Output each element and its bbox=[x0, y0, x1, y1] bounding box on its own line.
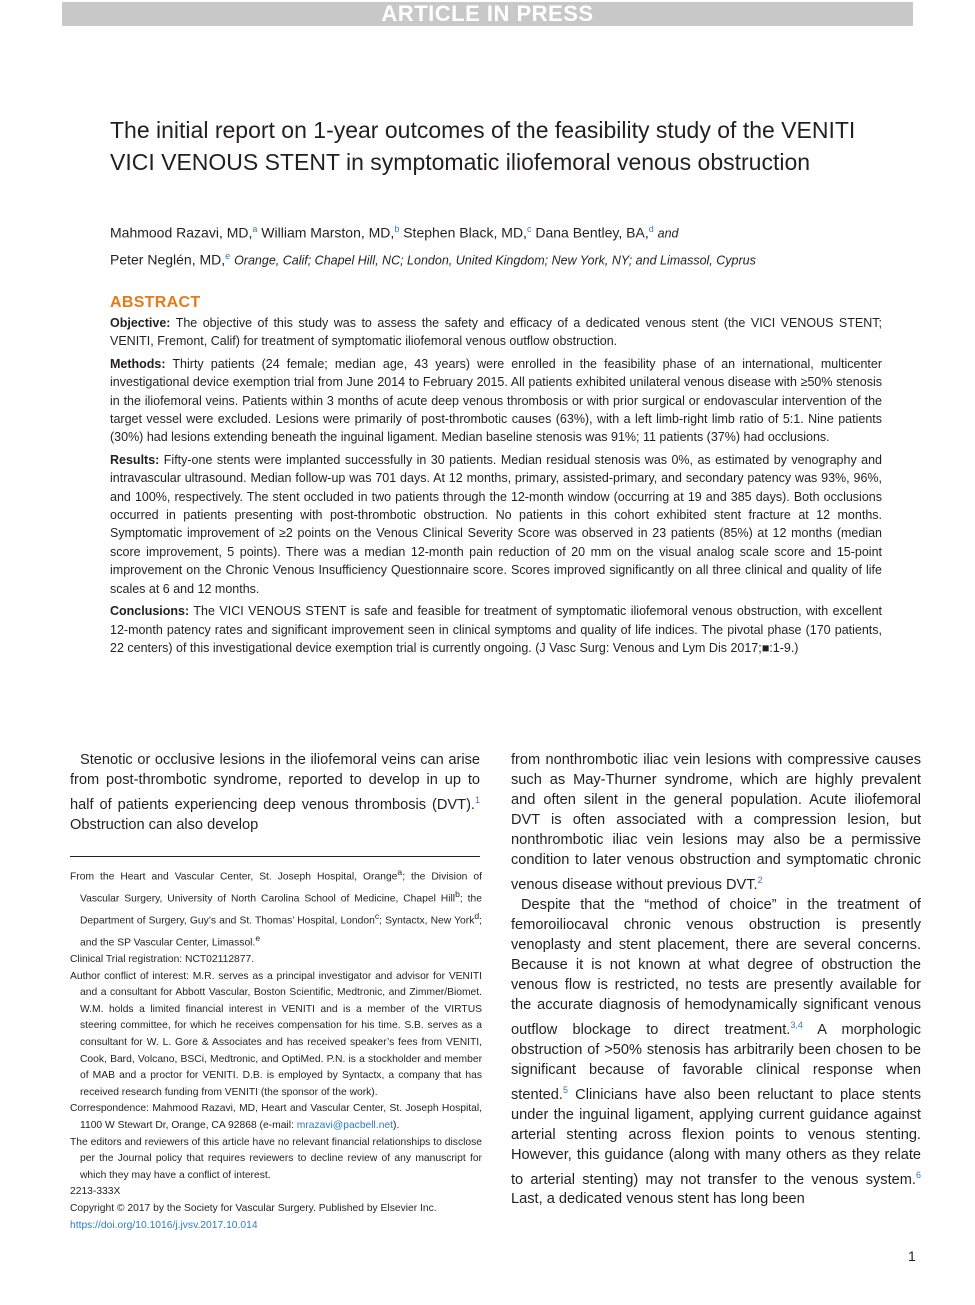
affiliation-marker: d bbox=[474, 911, 480, 922]
affiliation-marker: b bbox=[455, 889, 460, 900]
abstract-heading: ABSTRACT bbox=[110, 294, 201, 311]
body-paragraph bbox=[70, 750, 480, 835]
affiliation-marker: e bbox=[255, 933, 261, 944]
body-left-column bbox=[70, 750, 480, 835]
citation-link[interactable]: 3,4 bbox=[790, 1019, 803, 1030]
paragraph-text: Despite that the “method of choice” in the treatment of femoroiliocaval chronic venous obstruction is presently venoplasty and stent placement, there are several concerns. Because it is not known at what degree of obstruction the venous flow is restricted, no tests are presently available for the accurate diagnosis of hemodynamically significant venous outflow blockage to direct treatment. bbox=[511, 896, 921, 1038]
results-text: Fifty-one stents were implanted successfully in 30 patients. Median residual stenosis was 0%, as estimated by venography and intravascular ultrasound. Median follow-up was 701 days. At 12 months, primary, assisted-primary, and secondary patency was 93%, 96%, and 100%, respectively. The stent occluded in two patients through the 12-month window (occurring at 19 and 385 days). Both occlusions occurred in patients presenting with post-thrombotic obstruction. No patients in this cohort exhibited stent fracture at 12 months. Symptomatic improvement of ≥2 points on the Venous Clinical Severity Score was observed in 23 patients (85%) at 12 months (median score improvement, 5 points). There was a median 12-month pain reduction of 20 mm on the visual analog scale score and 15-point improvement on the Chronic Venous Insufficiency Questionnaire score. Scores improved significantly on all three clinical and quality of life scales at 6 and 12 months. bbox=[110, 452, 882, 596]
doi-link[interactable]: https://doi.org/10.1016/j.jvsv.2017.10.014 bbox=[70, 1219, 258, 1231]
paragraph-text: A morphologic obstruction of >50% stenosis has arbitrarily been chosen to be significant because of favorable clinical response when stented. bbox=[511, 1021, 921, 1103]
methods-text: Thirty patients (24 female; median age, 43 years) were enrolled in the feasibility phase of an international, multicenter investigational device exemption trial from June 2014 to February 2015. All patients exhibited unilateral venous disease with ≥50% stenosis in the iliofemoral veins. Patients within 3 months of acute deep venous thrombosis or with prior surgical or endovascular intervention of the target vessel were excluded. Lesions were primarily of post-thrombotic causes (63%), with a left limb-right limb ratio of 5:1. Nine patients (30%) had lesions extending beneath the inguinal ligament. Median baseline stenosis was 91%; 11 patients (37%) had occlusions. bbox=[110, 356, 882, 445]
footnotes-section bbox=[70, 864, 482, 1234]
methods-label: Methods: bbox=[110, 356, 166, 371]
abstract-results bbox=[110, 451, 882, 598]
affiliation-marker[interactable]: d bbox=[648, 224, 654, 234]
affiliation-marker: a bbox=[397, 867, 403, 877]
body-paragraph bbox=[511, 750, 921, 895]
author-name: William Marston, MD, bbox=[261, 224, 395, 241]
paragraph-text: Last, a dedicated venous stent has long been bbox=[511, 1191, 805, 1208]
author-name: Stephen Black, MD, bbox=[403, 224, 527, 241]
citation-link[interactable]: 5 bbox=[562, 1084, 568, 1095]
copyright: Copyright © 2017 by the Society for Vascular Surgery. Published by Elsevier Inc. bbox=[70, 1202, 437, 1214]
body-paragraph bbox=[511, 895, 921, 1210]
citation-link[interactable]: 2 bbox=[757, 875, 763, 885]
correspondence-text: ). bbox=[393, 1120, 400, 1131]
author-locations: Orange, Calif; Chapel Hill, NC; London, United Kingdom; New York, NY; and Limassol, Cyprus bbox=[234, 253, 756, 268]
paragraph-text: from nonthrombotic iliac vein lesions with compressive causes such as May-Thurner syndrome, which are highly prevalent and often silent in the general population. Acute iliofemoral DVT is often associated with a compression lesion, but nonthrombotic iliac vein lesions may also be a permissive condition to later venous obstruction and symptomatic chronic venous disease without previous DVT. bbox=[511, 752, 921, 893]
citation-link[interactable]: 6 bbox=[915, 1169, 921, 1180]
issn: 2213-333X bbox=[70, 1186, 121, 1198]
citation-link[interactable]: 1 bbox=[474, 795, 480, 805]
results-label: Results: bbox=[110, 452, 160, 467]
body-right-column bbox=[511, 750, 921, 1209]
paragraph-text: Obstruction can also develop bbox=[70, 816, 259, 833]
article-in-press-banner: ARTICLE IN PRESS bbox=[62, 2, 913, 26]
abstract-section bbox=[110, 294, 882, 661]
affiliation-text: ; the Division of Vascular Surgery, University of North Carolina School of Medicine, Chapel Hill bbox=[80, 871, 482, 905]
objective-text: The objective of this study was to assess the safety and efficacy of a dedicated venous stent (the VICI VENOUS STENT; VENITI, Fremont, Calif) for treatment of symptomatic iliofemoral venous outflow obstruction. bbox=[110, 316, 882, 349]
objective-label: Objective: bbox=[110, 316, 171, 330]
affiliation-marker[interactable]: e bbox=[225, 250, 231, 261]
affiliation-marker[interactable]: a bbox=[252, 224, 258, 234]
paragraph-text: Stenotic or occlusive lesions in the iliofemoral veins can arise from post-thrombotic syndrome, reported to develop in up to half of patients experiencing deep venous thrombosis (DVT). bbox=[70, 752, 480, 813]
page-number: 1 bbox=[908, 1248, 916, 1264]
author-name: Peter Neglén, MD, bbox=[110, 251, 226, 268]
email-link[interactable]: mrazavi@pacbell.net bbox=[296, 1120, 394, 1131]
trial-registration: Clinical Trial registration: NCT02112877. bbox=[70, 954, 255, 966]
affiliation-text: ; Syntactx, New York bbox=[379, 915, 475, 927]
affiliation-text: ; the Department of Surgery, Guy’s and St. Thomas’ Hospital, London bbox=[80, 893, 482, 927]
editors-note: The editors and reviewers of this article have no relevant financial relationships to disclose per the Journal policy that requires reviewers to decline review of any manuscript for which they may have a conflict of interest. bbox=[70, 1136, 482, 1181]
abstract-methods bbox=[110, 355, 882, 447]
affiliation-marker[interactable]: c bbox=[526, 224, 532, 234]
affiliation-marker: c bbox=[374, 911, 380, 922]
correspondence bbox=[70, 1101, 482, 1134]
footnote-divider bbox=[70, 856, 480, 857]
affiliation-text: ; and the SP Vascular Center, Limassol. bbox=[80, 915, 482, 949]
correspondence-text: Correspondence: Mahmood Razavi, MD, Heart and Vascular Center, St. Joseph Hospital, 1100 W Stewart Dr, Orange, CA 92868 (e-mail: bbox=[70, 1103, 482, 1131]
affiliation-text: From the Heart and Vascular Center, St. Joseph Hospital, Orange bbox=[70, 871, 398, 883]
conclusions-text: The VICI VENOUS STENT is safe and feasible for treatment of symptomatic iliofemoral venous obstruction, with excellent 12-month patency rates and significant improvement seen in clinical symptoms and quality of life indices. The pivotal phase (170 patients, 22 centers) of this investigational device exemption trial is currently ongoing. (J Vasc Surg: Venous and Lym Dis 2017;■:1-9.) bbox=[110, 604, 883, 655]
author-name: Mahmood Razavi, MD, bbox=[110, 224, 253, 241]
paragraph-text: Clinicians have also been reluctant to place stents under the inguinal ligament, applying current guidance against arterial stenting across flexion points to venous stenting. However, this guidance (along with many others as they relate to arterial stenting) may not transfer to the venous system. bbox=[511, 1086, 921, 1188]
abstract-conclusions bbox=[110, 602, 882, 657]
author-list bbox=[110, 218, 910, 271]
abstract-objective bbox=[110, 314, 882, 351]
conclusions-label: Conclusions: bbox=[110, 604, 190, 619]
affiliations-note bbox=[70, 864, 482, 952]
author-conjunction: and bbox=[657, 226, 679, 241]
article-title: The initial report on 1-year outcomes of the feasibility study of the VENITI VICI VENOUS STENT in symptomatic iliofemoral venous obstruction bbox=[110, 117, 856, 175]
author-name: Dana Bentley, BA, bbox=[535, 224, 649, 241]
affiliation-marker[interactable]: b bbox=[394, 224, 400, 234]
conflict-of-interest: Author conflict of interest: M.R. serves as a principal investigator and advisor for VENITI and a consultant for Abbott Vascular, Boston Scientific, Medtronic, and Zimmer/Biomet. W.M. holds a limited financial interest in VENITI and is a member of the VIRTUS steering committee, for which he receives compensation for his time. S.B. serves as a consultant for W. L. Gore & Associates and has received speaker’s fees from VENITI, Cook, Bard, Volcano, BSCi, Medtronic, and OptiMed. P.N. is a stockholder and member of MAB and a proctor for VENITI. D.B. is employed by Syntactx, a company that has received research funding from VENITI (the sponsor of the work). bbox=[70, 970, 482, 1098]
